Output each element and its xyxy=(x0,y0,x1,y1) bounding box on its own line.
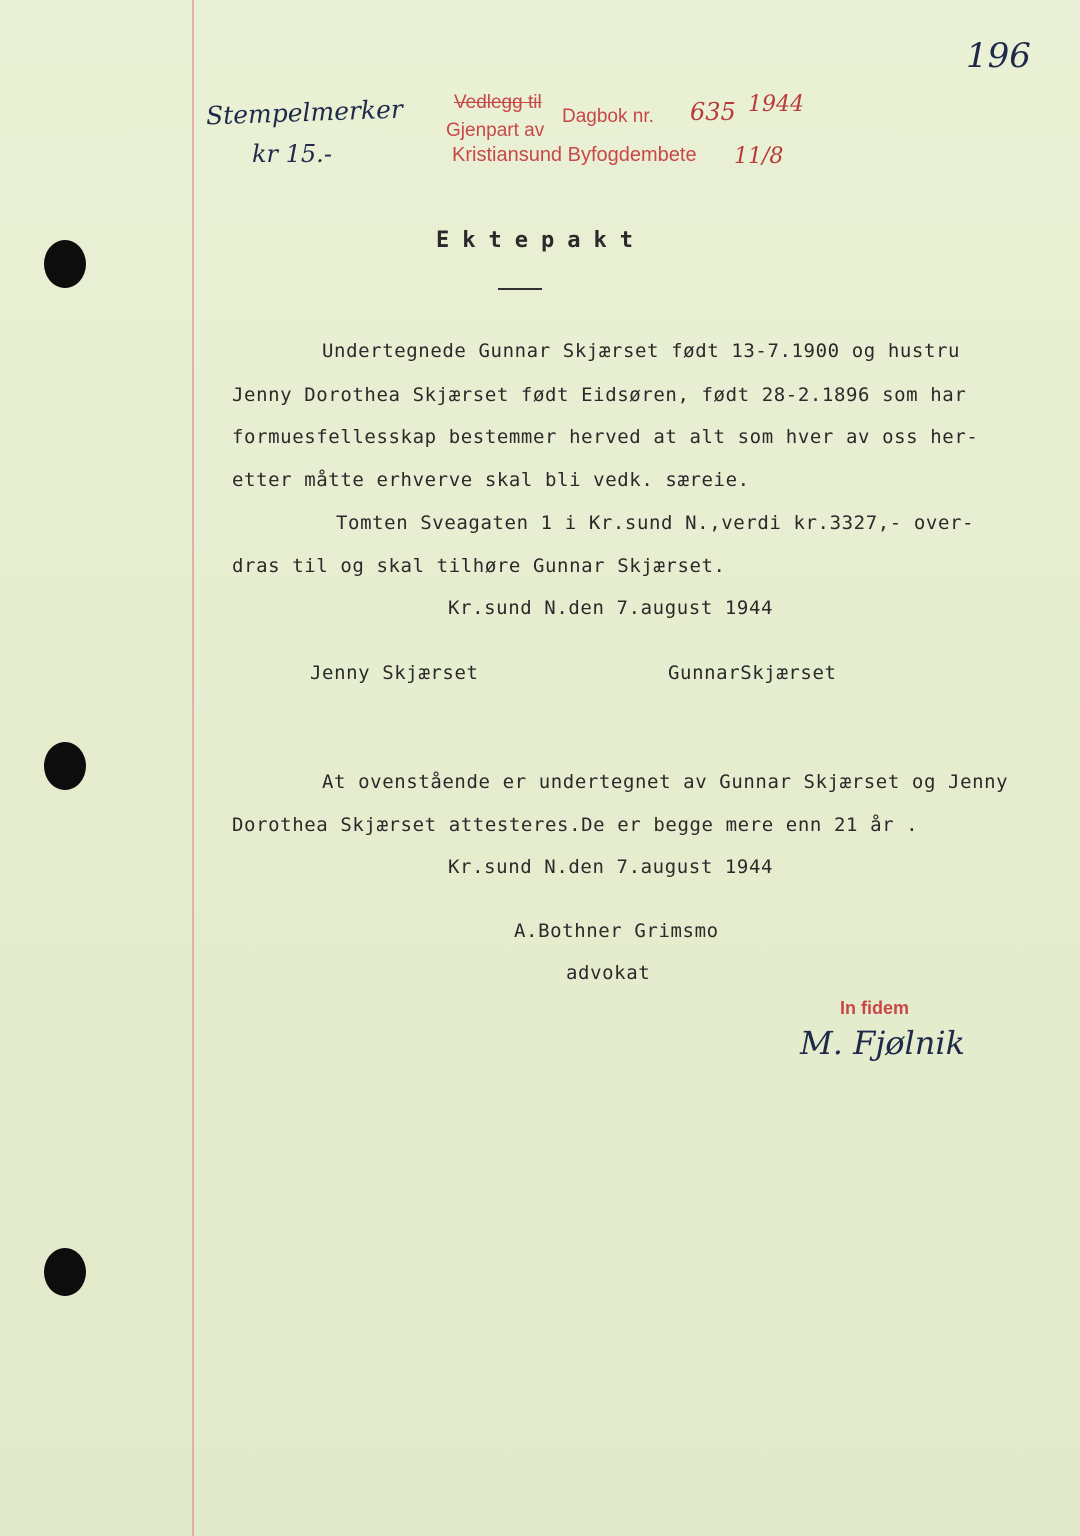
stamp-vedlegg: Vedlegg til xyxy=(454,92,542,113)
punch-hole-middle xyxy=(44,742,86,790)
stamp-dagbok-number: 635 xyxy=(690,98,736,126)
page-number: 196 xyxy=(966,36,1031,76)
signature-left: Jenny Skjærset xyxy=(310,662,479,684)
in-fidem-signature: M. Fjølnik xyxy=(800,1024,965,1062)
marginal-note-line2: kr 15.- xyxy=(252,140,332,168)
marginal-note-line1: Stempelmerker xyxy=(205,94,404,131)
margin-line xyxy=(192,0,194,1536)
stamp-office: Kristiansund Byfogdembete xyxy=(452,144,697,166)
attestation-line-2: Dorothea Skjærset attesteres.De er begge mere enn 21 år . xyxy=(232,814,919,836)
body-line-6: dras til og skal tilhøre Gunnar Skjærset. xyxy=(232,555,726,577)
stamp-year: 1944 xyxy=(748,92,804,117)
stamp-gjenpart: Gjenpart av xyxy=(446,120,545,141)
punch-hole-bottom xyxy=(44,1248,86,1296)
body-line-1: Undertegnede Gunnar Skjærset født 13-7.1900 og hustru xyxy=(322,340,961,362)
body-line-4: etter måtte erhverve skal bli vedk. særeie. xyxy=(232,469,750,491)
attestation-role: advokat xyxy=(566,962,651,984)
attestation-date-line: Kr.sund N.den 7.august 1944 xyxy=(448,856,774,878)
stamp-dagbok: Dagbok nr. xyxy=(562,106,654,127)
body-date-line: Kr.sund N.den 7.august 1944 xyxy=(448,597,774,619)
body-line-3: formuesfellesskap bestemmer herved at alt som hver av oss her- xyxy=(232,426,979,448)
attestation-name: A.Bothner Grimsmo xyxy=(514,920,719,942)
punch-hole-top xyxy=(44,240,86,288)
stamp-date: 11/8 xyxy=(734,144,784,169)
signature-right: GunnarSkjærset xyxy=(668,662,837,684)
document-title: Ektepakt xyxy=(436,228,646,253)
body-line-2: Jenny Dorothea Skjærset født Eidsøren, født 28-2.1896 som har xyxy=(232,384,967,406)
attestation-line-1: At ovenstående er undertegnet av Gunnar Skjærset og Jenny xyxy=(322,771,1009,793)
in-fidem-stamp: In fidem xyxy=(840,998,910,1018)
title-underline xyxy=(498,288,542,290)
body-line-5: Tomten Sveagaten 1 i Kr.sund N.,verdi kr.3327,- over- xyxy=(336,512,975,534)
